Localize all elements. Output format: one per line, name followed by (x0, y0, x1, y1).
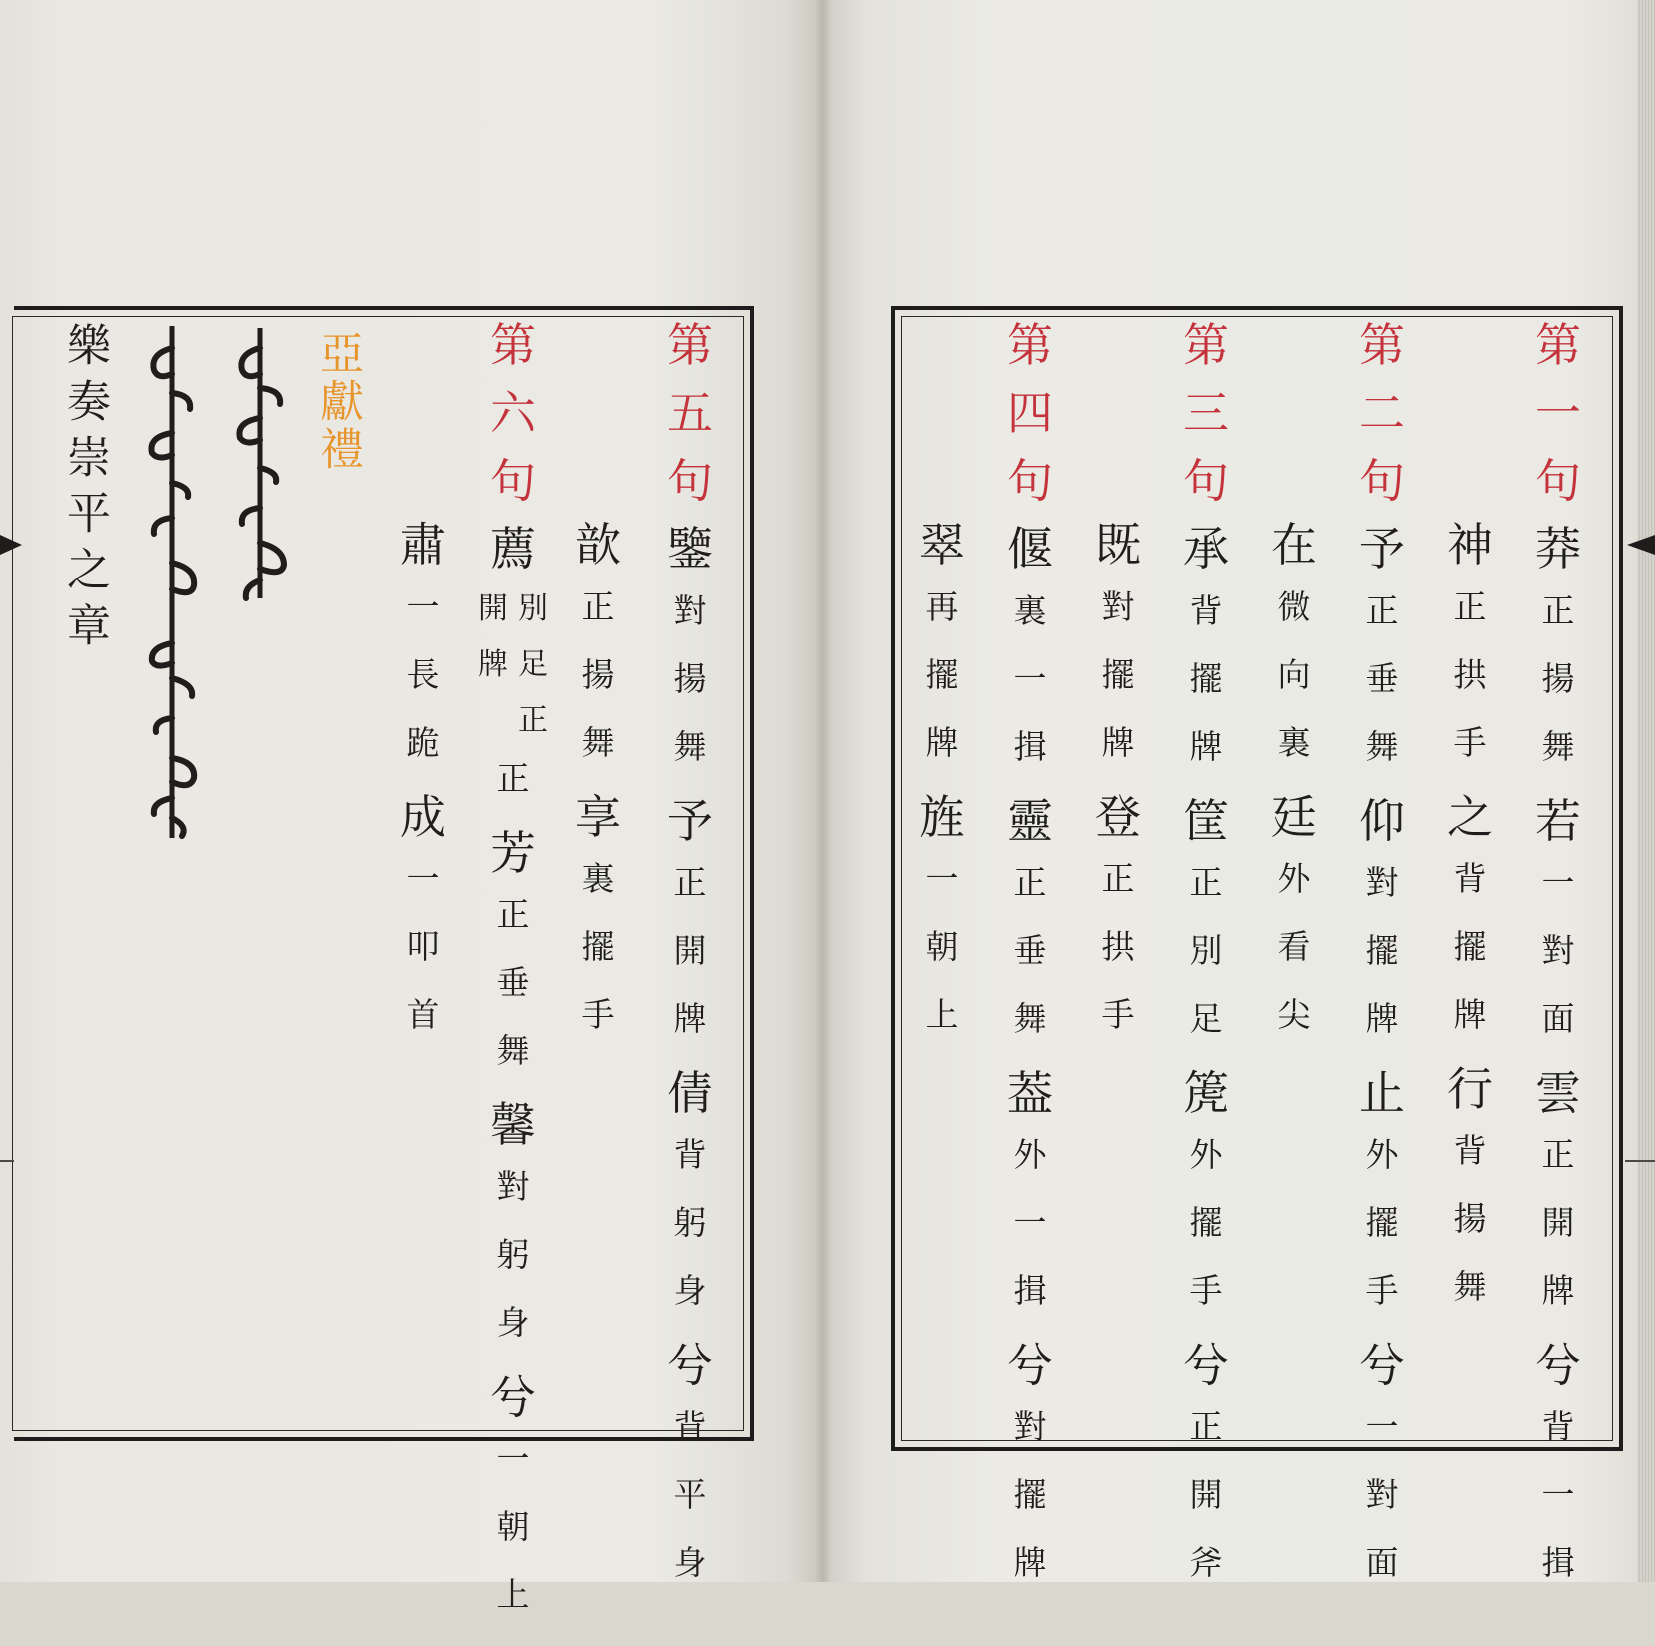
lyric-glyph: 兮 (1359, 1338, 1405, 1392)
instruction-glyph: 尖 (1277, 995, 1311, 1034)
verse-number-glyph: 第 (1359, 318, 1405, 372)
instruction-glyph: 拱 (1101, 927, 1135, 966)
verse-number-glyph: 句 (1359, 454, 1405, 508)
instruction-glyph: 一 (496, 1439, 530, 1478)
verse-number-glyph: 句 (1183, 454, 1229, 508)
lyric-glyph: 兮 (1183, 1338, 1229, 1392)
verse-number-glyph: 第 (1007, 318, 1053, 372)
verse-number-glyph: 句 (1535, 454, 1581, 508)
instruction-glyph: 牌 (925, 723, 959, 762)
chinese-title-text: 樂奏崇平之章 (59, 322, 110, 658)
verse-number-glyph: 第 (490, 318, 536, 372)
verse-number-glyph: 句 (490, 454, 536, 508)
instruction-glyph: 正 (496, 759, 530, 798)
verse-number-glyph: 五 (667, 386, 713, 440)
instruction-glyph: 揚 (1453, 1199, 1487, 1238)
instruction-glyph: 正 (1365, 591, 1399, 630)
lyric-glyph: 薦 (490, 522, 536, 576)
text-column-3 (1176, 318, 1236, 1614)
instruction-glyph: 叩 (406, 927, 440, 966)
instruction-glyph: 身 (496, 1303, 530, 1342)
instruction-glyph: 開 (1189, 1475, 1223, 1514)
instruction-glyph: 一 (406, 587, 440, 626)
text-column-2 (1352, 318, 1412, 1614)
instruction-glyph: 揚 (581, 655, 615, 694)
instruction-glyph: 再 (925, 587, 959, 626)
instruction-glyph: 正 (1189, 1407, 1223, 1446)
page-edges (1637, 0, 1655, 1582)
instruction-glyph: 正 (518, 703, 548, 738)
instruction-glyph: 一 (1365, 1407, 1399, 1446)
right-fishtail-mark (1627, 535, 1655, 555)
verse-number-glyph: 一 (1535, 386, 1581, 440)
text-column-5 (660, 318, 720, 1614)
instruction-glyph: 看 (1277, 927, 1311, 966)
instruction-glyph: 牌 (1453, 995, 1487, 1034)
instruction-glyph: 正 (1013, 863, 1047, 902)
instruction-glyph: 正 (673, 863, 707, 902)
instruction-glyph: 跪 (406, 723, 440, 762)
instruction-glyph: 正 (1541, 1135, 1575, 1174)
instruction-glyph: 背 (1189, 591, 1223, 630)
instruction-glyph: 揚 (673, 659, 707, 698)
instruction-glyph: 一 (1541, 863, 1575, 902)
instruction-glyph: 背 (673, 1407, 707, 1446)
instruction-glyph: 牌 (1013, 1543, 1047, 1582)
text-column-5b (568, 518, 628, 1066)
verse-number-glyph: 句 (1007, 454, 1053, 508)
book-gutter (816, 0, 830, 1582)
instruction-glyph: 一 (1013, 1203, 1047, 1242)
instruction-glyph: 朝 (496, 1507, 530, 1546)
text-column-1 (1528, 318, 1588, 1614)
instruction-glyph: 上 (496, 1575, 530, 1614)
instruction-glyph: 擺 (1101, 655, 1135, 694)
instruction-glyph: 長 (406, 655, 440, 694)
lyric-glyph: 葢 (1007, 1066, 1053, 1120)
right-margin-rule (1625, 1160, 1655, 1162)
lyric-glyph: 承 (1183, 522, 1229, 576)
instruction-glyph: 外 (1277, 859, 1311, 898)
instruction-glyph: 揖 (1541, 1543, 1575, 1582)
instruction-glyph: 足 (518, 647, 548, 682)
instruction-glyph: 斧 (1189, 1543, 1223, 1582)
instruction-glyph: 正 (1101, 859, 1135, 898)
text-column-4 (1000, 318, 1060, 1614)
instruction-glyph: 身 (673, 1271, 707, 1310)
instruction-glyph: 背 (673, 1135, 707, 1174)
section-heading (307, 330, 367, 474)
verse-number-glyph: 三 (1183, 386, 1229, 440)
instruction-glyph: 微 (1277, 587, 1311, 626)
lyric-glyph: 行 (1447, 1062, 1493, 1116)
instruction-glyph: 舞 (1541, 727, 1575, 766)
verse-number-glyph: 第 (1535, 318, 1581, 372)
lyric-glyph: 仰 (1359, 794, 1405, 848)
instruction-glyph: 上 (925, 995, 959, 1034)
instruction-glyph: 背 (1541, 1407, 1575, 1446)
instruction-glyph: 一 (1013, 659, 1047, 698)
instruction-glyph: 裏 (581, 859, 615, 898)
instruction-glyph: 舞 (1453, 1267, 1487, 1306)
lyric-glyph: 鑒 (667, 522, 713, 576)
left-margin-rule (0, 1160, 14, 1162)
instruction-glyph: 垂 (1365, 659, 1399, 698)
verse-number-glyph: 六 (490, 386, 536, 440)
instruction-glyph: 手 (1453, 723, 1487, 762)
instruction-glyph: 朝 (925, 927, 959, 966)
instruction-glyph: 對 (496, 1167, 530, 1206)
text-column-4b (912, 518, 972, 1066)
text-column-6b (393, 518, 453, 1066)
instruction-glyph: 對 (1013, 1407, 1047, 1446)
instruction-glyph: 垂 (1013, 931, 1047, 970)
text-column-1b (1440, 518, 1500, 1338)
instruction-glyph: 揖 (1013, 727, 1047, 766)
lyric-glyph: 兮 (490, 1370, 536, 1424)
lyric-glyph: 神 (1447, 518, 1493, 572)
instruction-glyph: 正 (1541, 591, 1575, 630)
instruction-glyph: 開 (673, 931, 707, 970)
text-column-3b (1088, 518, 1148, 1066)
instruction-glyph: 外 (1365, 1135, 1399, 1174)
instruction-glyph: 對 (1541, 931, 1575, 970)
instruction-glyph: 手 (1189, 1271, 1223, 1310)
instruction-glyph: 背 (1453, 1131, 1487, 1170)
instruction-glyph: 一 (1541, 1475, 1575, 1514)
lyric-glyph: 若 (1535, 794, 1581, 848)
instruction-glyph: 手 (1101, 995, 1135, 1034)
lyric-glyph: 筐 (1183, 794, 1229, 848)
lyric-glyph: 予 (1359, 522, 1405, 576)
verse-number-glyph: 句 (667, 454, 713, 508)
lyric-glyph: 在 (1271, 518, 1317, 572)
left-fishtail-mark (0, 535, 22, 555)
instruction-glyph: 外 (1189, 1135, 1223, 1174)
lyric-glyph: 肅 (400, 518, 446, 572)
lyric-glyph: 旌 (919, 790, 965, 844)
verse-number-glyph: 第 (1183, 318, 1229, 372)
lyric-glyph: 登 (1095, 790, 1141, 844)
manchu-title-column-1 (132, 318, 212, 858)
instruction-pair (478, 591, 548, 762)
instruction-glyph: 正 (1453, 587, 1487, 626)
lyric-glyph: 偃 (1007, 522, 1053, 576)
text-column-2b (1264, 518, 1324, 1066)
lyric-glyph: 歆 (575, 518, 621, 572)
lyric-glyph: 翠 (919, 518, 965, 572)
instruction-glyph: 正 (581, 587, 615, 626)
lyric-glyph: 馨 (490, 1098, 536, 1152)
instruction-glyph: 足 (1189, 999, 1223, 1038)
instruction-glyph: 對 (1365, 863, 1399, 902)
lyric-glyph: 廷 (1271, 790, 1317, 844)
instruction-glyph: 首 (406, 995, 440, 1034)
instruction-glyph: 身 (673, 1543, 707, 1582)
instruction-glyph: 牌 (478, 647, 508, 682)
lyric-glyph: 之 (1447, 790, 1493, 844)
instruction-glyph: 別 (1189, 931, 1223, 970)
instruction-glyph: 面 (1365, 1543, 1399, 1582)
instruction-glyph: 揖 (1013, 1271, 1047, 1310)
left-text-frame (14, 306, 754, 1441)
instruction-glyph: 背 (1453, 859, 1487, 898)
lyric-glyph: 止 (1359, 1066, 1405, 1120)
instruction-glyph: 舞 (1365, 727, 1399, 766)
instruction-glyph: 一 (406, 859, 440, 898)
lyric-glyph: 予 (667, 794, 713, 848)
instruction-glyph: 擺 (581, 927, 615, 966)
instruction-glyph: 外 (1013, 1135, 1047, 1174)
verse-number-glyph: 二 (1359, 386, 1405, 440)
instruction-glyph: 平 (673, 1475, 707, 1514)
instruction-glyph: 擺 (1365, 931, 1399, 970)
instruction-glyph: 揚 (1541, 659, 1575, 698)
instruction-glyph: 舞 (496, 1031, 530, 1070)
lyric-glyph: 靈 (1007, 794, 1053, 848)
instruction-glyph: 擺 (925, 655, 959, 694)
instruction-glyph: 牌 (1101, 723, 1135, 762)
instruction-glyph: 舞 (673, 727, 707, 766)
lyric-glyph: 莽 (1535, 522, 1581, 576)
instruction-glyph: 手 (581, 995, 615, 1034)
instruction-glyph: 面 (1541, 999, 1575, 1038)
instruction-glyph: 牌 (1189, 727, 1223, 766)
instruction-glyph: 裏 (1013, 591, 1047, 630)
instruction-glyph: 牌 (1541, 1271, 1575, 1310)
lyric-glyph: 享 (575, 790, 621, 844)
instruction-glyph: 牌 (673, 999, 707, 1038)
verse-number-glyph: 四 (1007, 386, 1053, 440)
instruction-glyph: 垂 (496, 963, 530, 1002)
instruction-glyph: 擺 (1189, 659, 1223, 698)
manchu-title-column-2 (220, 318, 300, 618)
instruction-glyph: 開 (1541, 1203, 1575, 1242)
instruction-glyph: 別 (518, 591, 548, 626)
instruction-glyph: 裏 (1277, 723, 1311, 762)
lyric-glyph: 箎 (1183, 1066, 1229, 1120)
instruction-glyph: 手 (1365, 1271, 1399, 1310)
chinese-title-column (54, 322, 114, 658)
lyric-glyph: 既 (1095, 518, 1141, 572)
lyric-glyph: 雲 (1535, 1066, 1581, 1120)
instruction-glyph: 舞 (1013, 999, 1047, 1038)
lyric-glyph: 成 (400, 790, 446, 844)
lyric-glyph: 芳 (490, 826, 536, 880)
verse-number-glyph: 第 (667, 318, 713, 372)
lyric-glyph: 倩 (667, 1066, 713, 1120)
instruction-glyph: 正 (1189, 863, 1223, 902)
instruction-glyph: 擺 (1365, 1203, 1399, 1242)
instruction-glyph: 對 (1101, 587, 1135, 626)
instruction-glyph: 對 (673, 591, 707, 630)
section-heading-text: 亞獻禮 (312, 330, 363, 474)
text-column-6 (478, 318, 548, 1646)
instruction-glyph: 擺 (1453, 927, 1487, 966)
instruction-glyph: 牌 (1365, 999, 1399, 1038)
instruction-glyph: 擺 (1189, 1203, 1223, 1242)
instruction-glyph: 開 (478, 591, 508, 626)
lyric-glyph: 兮 (1535, 1338, 1581, 1392)
instruction-glyph: 向 (1277, 655, 1311, 694)
instruction-glyph: 躬 (673, 1203, 707, 1242)
lyric-glyph: 兮 (1007, 1338, 1053, 1392)
instruction-glyph: 擺 (1013, 1475, 1047, 1514)
instruction-glyph: 一 (925, 859, 959, 898)
instruction-glyph: 對 (1365, 1475, 1399, 1514)
instruction-glyph: 躬 (496, 1235, 530, 1274)
instruction-glyph: 正 (496, 895, 530, 934)
instruction-glyph: 舞 (581, 723, 615, 762)
instruction-glyph: 拱 (1453, 655, 1487, 694)
lyric-glyph: 兮 (667, 1338, 713, 1392)
